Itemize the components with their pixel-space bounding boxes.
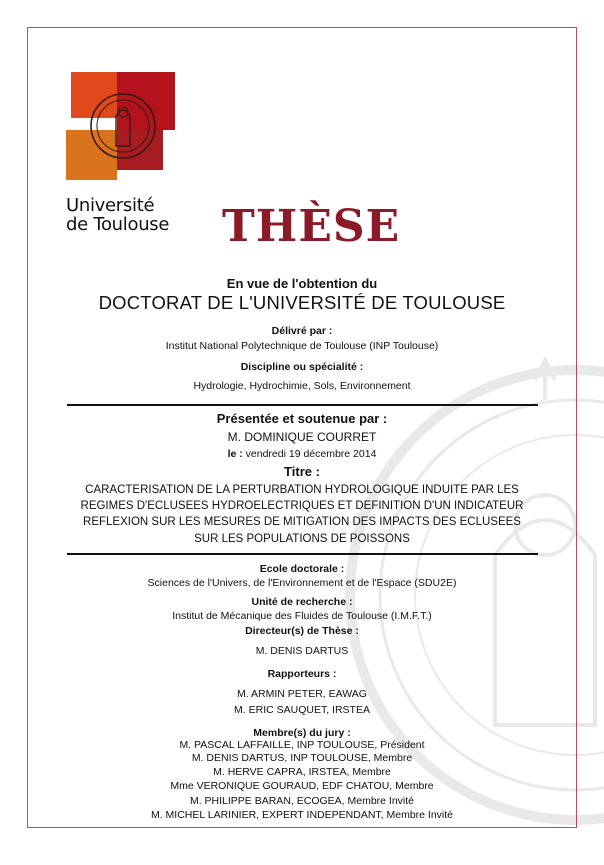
divider-bottom (67, 553, 538, 555)
jury-member-role: Membre Invité (386, 809, 454, 821)
doctorat-heading: DOCTORAT DE L'UNIVERSITÉ DE TOULOUSE (98, 292, 506, 313)
jury-member-name: M. DENIS DARTUS, INP TOULOUSE, (191, 752, 371, 764)
jury-label: Membre(s) du jury : (253, 727, 351, 739)
these-title: THÈSE (222, 201, 401, 252)
jury-member-name: M. HERVE CAPRA, IRSTEA, (213, 766, 350, 778)
titre-line: CARACTERISATION DE LA PERTURBATION HYDROLOGIQUE INDUITE PAR LES (85, 484, 519, 496)
unite-value: Institut de Mécanique des Fluides de Toulouse (I.M.F.T.) (172, 610, 432, 622)
jury-member (0, 795, 604, 807)
unite-label: Unité de recherche : (251, 596, 353, 608)
jury-member (0, 809, 604, 821)
jury-member-name: Mme VERONIQUE GOURAUD, EDF CHATOU, (170, 780, 393, 792)
jury-member (0, 780, 604, 792)
jury-member-role: Président (380, 739, 425, 751)
date-label: le : (227, 448, 243, 460)
titre-line: REGIMES D'ECLUSEES HYDROELECTRIQUES ET DEFINITION D'UN INDICATEUR (80, 500, 524, 512)
jury-member (0, 739, 604, 751)
ecole-label: Ecole doctorale : (259, 563, 345, 575)
directeur-label: Directeur(s) de Thèse : (245, 625, 359, 637)
discipline-label: Discipline ou spécialité : (240, 361, 364, 373)
jury-member-role: Membre (373, 752, 413, 764)
jury-member (0, 766, 604, 778)
jury-member-role: Membre (395, 780, 434, 792)
date-value: vendredi 19 décembre 2014 (245, 448, 377, 460)
jury-member-role: Membre (352, 766, 391, 778)
presentee-label: Présentée et soutenue par : (216, 411, 388, 426)
jury-member-name: M. PHILIPPE BARAN, ECOGEA, (189, 795, 345, 807)
logo-text (66, 196, 180, 234)
discipline-value: Hydrologie, Hydrochimie, Sols, Environnement (193, 380, 411, 392)
jury-member (0, 752, 604, 764)
rapporteur-item: M. ERIC SAUQUET, IRSTEA (234, 704, 370, 716)
en-vue-text: En vue de l'obtention du (226, 276, 378, 291)
logo-line-2: de Toulouse (66, 214, 170, 235)
jury-member-name: M. MICHEL LARINIER, EXPERT INDEPENDANT, (150, 809, 384, 821)
jury-member-role: Membre Invité (347, 795, 415, 807)
rapporteurs-label: Rapporteurs : (267, 668, 337, 680)
universite-toulouse-logo (66, 72, 180, 242)
titre-line: SUR LES POPULATIONS DE POISSONS (194, 533, 410, 545)
rapporteur-item: M. ARMIN PETER, EAWAG (237, 688, 367, 700)
presentee-name: M. DOMINIQUE COURRET (227, 430, 377, 444)
delivre-label: Délivré par : (271, 325, 333, 337)
titre-label: Titre : (284, 464, 320, 479)
date-line (0, 448, 604, 460)
directeur-value: M. DENIS DARTUS (255, 645, 349, 657)
jury-member-name: M. PASCAL LAFFAILLE, INP TOULOUSE, (179, 739, 378, 751)
logo-line-1: Université (66, 195, 155, 216)
titre-line: REFLEXION SUR LES MESURES DE MITIGATION DES IMPACTS DES ECLUSEES (83, 516, 521, 528)
divider-top (67, 404, 538, 406)
delivre-value: Institut National Polytechnique de Toulouse (INP Toulouse) (165, 340, 439, 352)
ecole-value: Sciences de l'Univers, de l'Environnement et de l'Espace (SDU2E) (147, 577, 457, 589)
